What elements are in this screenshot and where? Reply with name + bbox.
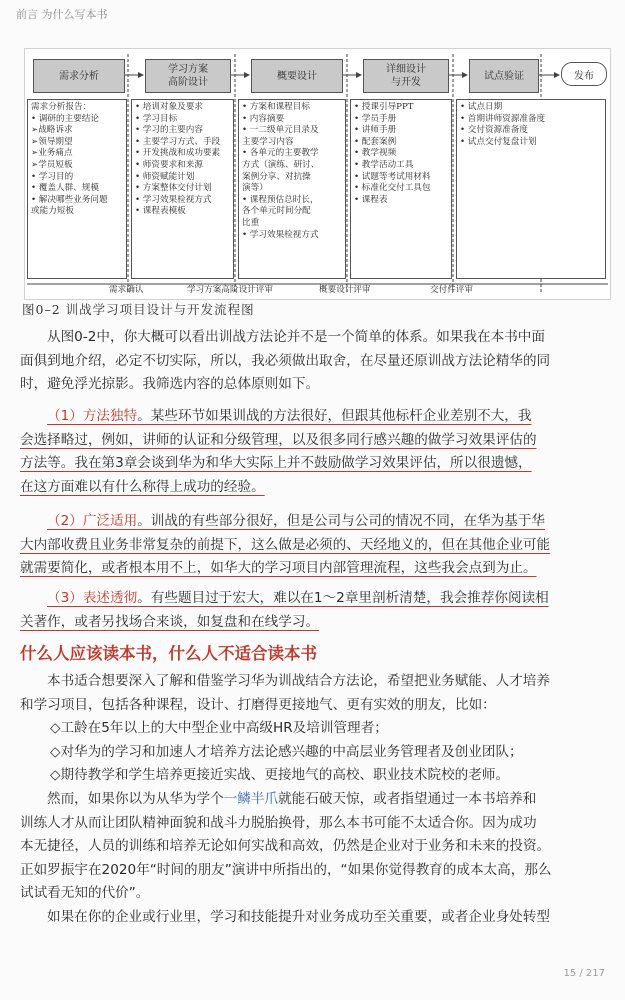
review-requirement-confirm: 需求确认 xyxy=(109,285,144,295)
paragraph-principle-2 xyxy=(20,510,610,581)
annotation-link[interactable]: 一鳞半爪 xyxy=(223,790,279,807)
detail-line: • 试题等考试用材料 xyxy=(354,171,431,182)
text-line: 试试看无知的代价”。 xyxy=(20,885,150,902)
detail-line: • 教学活动工具 xyxy=(354,159,414,170)
text-line: 方法等。我在第3章会谈到华为和华大实际上并不鼓励做学习效果评估，所以很遗憾， xyxy=(20,455,532,472)
detail-line: • 教学视频 xyxy=(354,148,397,159)
detail-box-requirement xyxy=(27,99,127,279)
detail-line: • 标准化交付工具包 xyxy=(354,183,431,194)
review-deliverables: 交付件评审 xyxy=(430,285,473,295)
figure-caption: 图0–2 训战学习项目设计与开发流程图 xyxy=(22,302,255,317)
detail-line: • 师资赋能计划 xyxy=(135,171,195,182)
detail-line: • 交付资源准备度 xyxy=(460,125,528,136)
detail-box-outline xyxy=(238,99,346,279)
detail-line: ➢学员短板 xyxy=(31,159,73,170)
stage-requirement-analysis: 需求分析 xyxy=(33,59,125,93)
text-line: 。某些环节如果训战的方法很好，但跟其他标杆企业差别不大，我 xyxy=(137,408,532,424)
page-number: 15 / 217 xyxy=(563,968,605,979)
detail-line: • 课程表 xyxy=(354,194,388,205)
text-line: 本书适合想要深入了解和借鉴学习华为训战结合方法论，希望把业务赋能、人才培养 xyxy=(47,673,550,689)
detail-line: • 授课引导PPT xyxy=(354,102,414,112)
detail-line: • 课程表模板 xyxy=(135,206,186,217)
text-line: 大内部收费且业务非常复杂的前提下，这么做是必须的、天经地义的，但在其他企业可能 xyxy=(20,536,551,553)
detail-box-detailed xyxy=(350,99,452,279)
detail-line: • 各单元的主要教学 xyxy=(242,148,319,159)
text-line: 面俱到地介绍，必定不切实际，所以，我必须做出取舍，在尽量还原训战方法论精华的同 xyxy=(20,352,551,369)
bullet-item: ◇期待教学和学生培养更接近实战、更接地气的高校、职业技术院校的老师。 xyxy=(50,767,510,784)
detail-line: • 内容摘要 xyxy=(242,113,285,124)
detail-box-pilot xyxy=(456,99,606,279)
text-line: 正如罗振宇在2020年“时间的朋友”演讲中所指出的，“如果你觉得教育的成本太高，那么 xyxy=(20,861,552,878)
stage-outline-design: 概要设计 xyxy=(251,59,343,93)
bullet-item: ◇对华为的学习和加速人才培养方法论感兴趣的中高层业务管理者及创业团队； xyxy=(50,743,523,760)
detail-line: • 学习目标 xyxy=(135,113,178,124)
section-title: 什么人应该读本书，什么人不适合读本书 xyxy=(20,644,317,663)
paragraph-intro xyxy=(20,326,610,397)
bullet-item: ◇工龄在5年以上的大中型企业中高级HR及培训管理者； xyxy=(50,720,388,737)
stage-high-level-design: 学习方案 高阶设计 xyxy=(145,59,231,93)
detail-line: 主要学习内容 xyxy=(242,136,294,147)
review-outline-design: 概要设计评审 xyxy=(319,285,371,295)
detail-line: • 调研的主要结论 xyxy=(31,113,99,124)
detail-line: • 学习目的 xyxy=(31,171,74,182)
text-line: 。有些题目过于宏大，难以在1～2章里剖析清楚，我会推荐你阅读相 xyxy=(137,590,549,606)
detail-box-high-level xyxy=(131,99,234,279)
detail-line: • 学习的主要内容 xyxy=(135,125,203,136)
detail-line: • 首期讲师资源准备度 xyxy=(460,113,546,124)
paragraph-principle-1 xyxy=(20,405,610,499)
text-line: 从图0-2中，你大概可以看出训战方法论并不是一个简单的体系。如果我在本书中面 xyxy=(47,329,545,345)
detail-line: ➢战略诉求 xyxy=(31,125,73,136)
text-line: 。训战的有些部分很好，但是公司与公司的情况不同，在华为基于华 xyxy=(137,513,546,529)
release-node: 发布 xyxy=(561,62,607,86)
paragraph-audience xyxy=(20,670,610,930)
detail-line: • 覆盖人群、规模 xyxy=(31,183,99,194)
review-high-level-design: 学习方案高阶设计评审 xyxy=(187,285,273,295)
detail-line: • 学习效果检视方式 xyxy=(135,194,212,205)
detail-line: • 试点交付复盘计划 xyxy=(460,136,537,147)
detail-line: • 学员手册 xyxy=(354,113,397,124)
detail-line: • 师资要求和来源 xyxy=(135,159,203,170)
detail-line: 演等） xyxy=(242,183,268,194)
detail-line: • 一二级单元目录及 xyxy=(242,125,319,136)
text-line: 时，避免浮光掠影。我筛选内容的总体原则如下。 xyxy=(20,376,320,393)
detail-line: • 解决哪些业务问题 xyxy=(31,194,108,205)
text-line: 训练人才从而让团队精神面貌和战斗力脱胎换骨，那么本书可能不太适合你。因为成功 xyxy=(20,814,537,831)
text-line: 本无捷径，人员的训练和培养无论如何实战和高效，仍然是企业对于业务和未来的投资。 xyxy=(20,838,551,855)
detail-line: ➢领导期望 xyxy=(31,136,73,147)
detail-line: • 学习效果检视方式 xyxy=(242,229,319,240)
chapter-header: 前言 为什么写本书 xyxy=(16,8,108,21)
text-line: 和学习项目，包括各种课程，设计、打磨得更接地气、更有实效的朋友，比如： xyxy=(20,696,496,713)
detail-line: 案例分享、对抗操 xyxy=(242,171,311,182)
principle-label: （3）表述透彻 xyxy=(47,590,138,606)
text-line: 关著作，或者另找场合来谈，如复盘和在线学习。 xyxy=(20,613,320,630)
detail-line: • 试点日期 xyxy=(460,102,503,112)
detail-line: • 配套案例 xyxy=(354,136,397,147)
principle-label: （1）方法独特 xyxy=(47,408,138,424)
text-line: 就需要简化，或者根本用不上，如华大的学习项目内部管理流程，这些我会点到为止。 xyxy=(20,560,537,577)
flowchart-figure xyxy=(24,48,611,300)
detail-line: • 讲师手册 xyxy=(354,125,397,136)
detail-line: • 开发挑战和成功要素 xyxy=(135,148,221,159)
detail-line: 各个单元时间分配 xyxy=(242,206,311,217)
stage-pilot-validation: 试点验证 xyxy=(469,59,539,93)
detail-line: 方式（演练、研讨、 xyxy=(242,159,320,170)
text-line: 如果在你的企业或行业里，学习和技能提升对业务成功至关重要，或者企业身处转型 xyxy=(47,908,550,925)
stage-detailed-design: 详细设计 与开发 xyxy=(363,59,449,93)
text-line xyxy=(20,788,610,812)
detail-line: • 方案整体交付计划 xyxy=(135,183,212,194)
text-span: 就能石破天惊，或者指望通过一本书培养和 xyxy=(278,790,537,807)
text-line: 会选择略过，例如，讲师的认证和分级管理，以及很多同行感兴趣的做学习效果评估的 xyxy=(20,431,537,448)
detail-line: 需求分析报告： xyxy=(31,102,92,112)
detail-line: 比重 xyxy=(242,217,260,228)
text-span: 然而，如果你以为从华为学个 xyxy=(47,790,224,807)
detail-line: • 课程预估总时长， xyxy=(242,194,319,205)
principle-label: （2）广泛适用 xyxy=(47,513,138,529)
text-line: 在这方面难以有什么称得上成功的经验。 xyxy=(20,478,265,495)
paragraph-principle-3 xyxy=(20,587,610,634)
detail-line: • 主要学习方式、手段 xyxy=(135,136,221,147)
detail-line: ➢业务痛点 xyxy=(31,148,73,159)
detail-line: • 方案和课程目标 xyxy=(242,102,310,112)
detail-line: • 培训对象及要求 xyxy=(135,102,203,112)
detail-line: 或能力短板 xyxy=(31,206,74,217)
